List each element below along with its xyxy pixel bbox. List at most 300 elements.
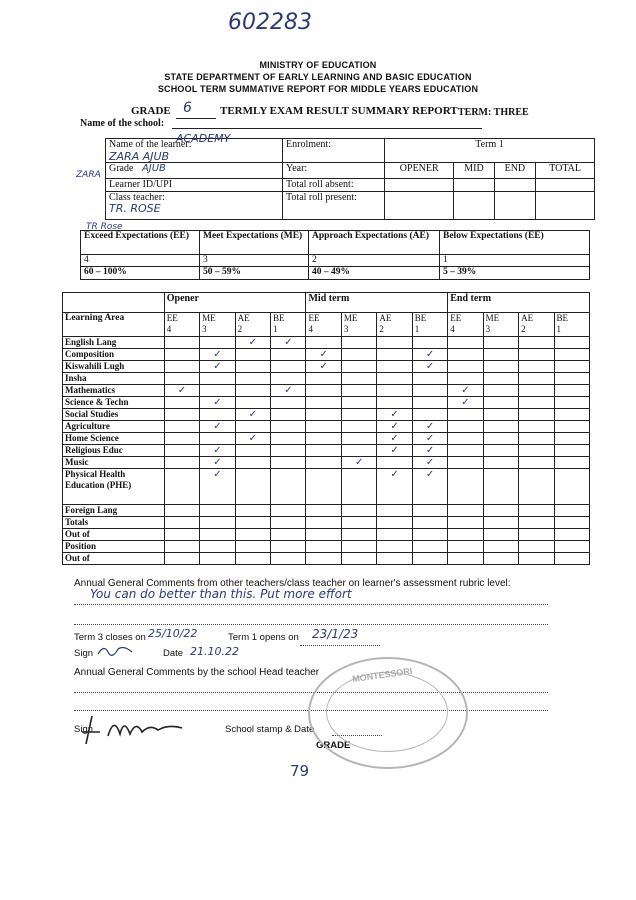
- scale-me-range: 50 – 59%: [200, 267, 309, 280]
- scale-ae-score: 2: [309, 255, 440, 267]
- grade-cell: [377, 385, 412, 397]
- level-code: BE: [414, 313, 427, 323]
- grade-value: 6: [183, 100, 192, 116]
- learning-area-name: English Lang: [65, 337, 117, 347]
- grade-cell: [271, 517, 306, 529]
- learning-area-cell: [63, 517, 165, 529]
- grade-cell: [235, 457, 270, 469]
- grade-cell: [306, 529, 341, 541]
- tick-cell: [271, 385, 306, 397]
- grade-cell: [235, 349, 270, 361]
- col-mid: MID: [464, 163, 484, 174]
- grade-cell: [483, 445, 518, 457]
- scale-ae-name: Approach Expectations (AE): [309, 231, 440, 255]
- grade-cell: [483, 337, 518, 349]
- grade-cell: [164, 457, 199, 469]
- tick-cell: [200, 421, 235, 433]
- table-row: [63, 457, 590, 469]
- grade-cell: [235, 505, 270, 517]
- grade-cell: [306, 433, 341, 445]
- level-header-0-1: [200, 313, 235, 337]
- grade-cell: [554, 529, 589, 541]
- scale-ee-range: 60 – 100%: [81, 267, 200, 280]
- col-end: END: [504, 163, 526, 174]
- grade-cell: [306, 541, 341, 553]
- grade-cell: [377, 397, 412, 409]
- grade-cell: [377, 541, 412, 553]
- grade-cell: [412, 397, 447, 409]
- term-label: TERM: THREE: [458, 107, 529, 118]
- learning-area-name: Science & Techn: [65, 397, 129, 407]
- learner-id-cell: [106, 179, 283, 192]
- scale-be-score: 1: [440, 255, 590, 267]
- learning-area-cell: [63, 445, 165, 457]
- grade-cell: [271, 505, 306, 517]
- head-sign-label: Sign: [74, 724, 94, 735]
- grade-cell: [200, 409, 235, 421]
- tick-cell: [412, 469, 447, 505]
- head-comments-label: Annual General Comments by the school Head teacher: [74, 667, 320, 678]
- grade-cell: [306, 421, 341, 433]
- level-number: 2: [237, 324, 243, 334]
- tick-cell: [200, 397, 235, 409]
- tick-icon: ✓: [354, 457, 364, 468]
- level-code: BE: [273, 313, 285, 323]
- grade-cell: [377, 361, 412, 373]
- grade-cell: [306, 505, 341, 517]
- learning-area-cell: [63, 361, 165, 373]
- learning-area-cell: [63, 421, 165, 433]
- tick-icon: ✓: [213, 469, 222, 480]
- learning-area-name: Insha: [65, 373, 87, 383]
- grade-cell: [412, 337, 447, 349]
- grade-cell: [377, 337, 412, 349]
- grade-cell: [164, 349, 199, 361]
- grade-cell: [306, 385, 341, 397]
- date-value: 21.10.22: [190, 645, 239, 658]
- class-teacher-cell: [106, 192, 283, 220]
- level-code: ME: [202, 313, 216, 323]
- table-row: [63, 385, 590, 397]
- header-ministry: MINISTRY OF EDUCATION: [259, 60, 377, 70]
- learning-area-name: Home Science: [65, 433, 119, 443]
- tick-cell: [200, 349, 235, 361]
- grade-label: GRADE: [131, 105, 171, 117]
- tick-cell: [377, 433, 412, 445]
- document-number: 602283: [228, 10, 312, 35]
- grade-cell: [164, 469, 199, 505]
- grade-cell: [164, 421, 199, 433]
- grade-cell: [519, 397, 554, 409]
- learning-area-name: Religious Educ: [65, 445, 123, 455]
- grade-cell: [483, 469, 518, 505]
- level-code: ME: [485, 313, 500, 323]
- area-header-blank: [63, 293, 165, 313]
- learner-info-table: [105, 132, 595, 220]
- grade-cell: [235, 373, 270, 385]
- level-header-2-3: [554, 313, 589, 337]
- grade-cell: [519, 517, 554, 529]
- level-number: 4: [308, 324, 313, 334]
- sign-label: Sign: [74, 648, 94, 659]
- grade-cell: [554, 517, 589, 529]
- level-number: 1: [414, 324, 420, 334]
- grade-cell: [306, 337, 341, 349]
- grade-cell: [235, 361, 270, 373]
- learning-area-name: Out of: [65, 553, 90, 563]
- grade-cell: [341, 553, 376, 565]
- class-teacher-label: Class teacher:: [109, 192, 165, 203]
- level-number: 1: [273, 324, 278, 334]
- class-teacher-signature: [96, 643, 136, 657]
- level-code: AE: [237, 313, 250, 323]
- tick-icon: ✓: [390, 421, 399, 432]
- grade-cell: [341, 541, 376, 553]
- level-code: ME: [343, 313, 358, 323]
- grade-cell: [448, 373, 483, 385]
- grade-cell: [448, 349, 483, 361]
- learning-area-header: [63, 313, 165, 337]
- learning-area-name: Kiswahili Lugh: [65, 361, 125, 371]
- tick-icon: ✓: [390, 409, 399, 420]
- grade-cell: [519, 505, 554, 517]
- tick-cell: [200, 457, 235, 469]
- grade-cell: [519, 457, 554, 469]
- grade-cell: [519, 421, 554, 433]
- table-row: [63, 397, 590, 409]
- grade-cell: [377, 505, 412, 517]
- grade-cell: [271, 373, 306, 385]
- learner-grade-cell: [106, 163, 283, 179]
- learning-area-cell: [63, 505, 165, 517]
- grade-cell: [448, 553, 483, 565]
- grade-cell: [164, 397, 199, 409]
- period-label-1: Mid term: [308, 293, 350, 304]
- tick-icon: ✓: [213, 349, 222, 360]
- stamp-text: MONTESSORI: [351, 665, 413, 685]
- grade-cell: [341, 421, 376, 433]
- grade-cell: [448, 337, 483, 349]
- grade-cell: [306, 517, 341, 529]
- table-row: [63, 337, 590, 349]
- tick-cell: [377, 445, 412, 457]
- grade-cell: [164, 445, 199, 457]
- learning-area-name: Social Studies: [65, 409, 119, 419]
- grade-cell: [412, 529, 447, 541]
- level-header-0-0: [164, 313, 199, 337]
- period-label-0: Opener: [166, 293, 199, 304]
- grade-cell: [271, 421, 306, 433]
- tick-icon: ✓: [461, 397, 470, 408]
- grade-cell: [235, 541, 270, 553]
- year-cell: [283, 163, 385, 179]
- grade-cell: [164, 337, 199, 349]
- grading-scale-table: [80, 230, 590, 280]
- grade-cell: [341, 469, 376, 505]
- grade-cell: [271, 397, 306, 409]
- table-row: [63, 517, 590, 529]
- term1-date-line: [300, 645, 380, 646]
- period-header-0: [164, 293, 306, 313]
- grade-cell: [448, 529, 483, 541]
- comment-line-1: [74, 604, 548, 605]
- school-label: Name of the school:: [80, 118, 165, 129]
- grade-cell: [235, 469, 270, 505]
- level-header-0-3: [271, 313, 306, 337]
- grade-cell: [377, 517, 412, 529]
- learning-area-cell: [63, 553, 165, 565]
- grade-cell: [200, 385, 235, 397]
- tick-icon: ✓: [213, 361, 222, 372]
- learning-area-cell: [63, 409, 165, 421]
- scale-be-name: Below Expectations (EE): [440, 231, 590, 255]
- grade-cell: [448, 469, 483, 505]
- tick-icon: ✓: [390, 469, 399, 480]
- school-stamp-inner: [326, 672, 448, 752]
- grade-cell: [341, 385, 376, 397]
- tick-icon: ✓: [248, 409, 258, 420]
- grade-cell: [483, 505, 518, 517]
- grade-cell: [519, 541, 554, 553]
- grade-cell: [235, 529, 270, 541]
- grade-cell: [483, 373, 518, 385]
- grade-cell: [341, 349, 376, 361]
- grade-cell: [341, 529, 376, 541]
- grade-cell: [412, 517, 447, 529]
- grade-cell: [412, 541, 447, 553]
- grade-cell: [412, 553, 447, 565]
- grade-cell: [306, 445, 341, 457]
- tick-cell: [306, 349, 341, 361]
- col-mid-cell: [454, 163, 494, 179]
- grade-cell: [164, 553, 199, 565]
- table-row: [63, 541, 590, 553]
- learning-area-cell: [63, 349, 165, 361]
- tick-icon: ✓: [213, 421, 222, 432]
- level-number: 4: [166, 324, 172, 334]
- grade-cell: [483, 361, 518, 373]
- tick-cell: [235, 337, 270, 349]
- grade-cell: [412, 409, 447, 421]
- grade-cell: [483, 421, 518, 433]
- grade-cell: [554, 373, 589, 385]
- grade-cell: [271, 457, 306, 469]
- table-row: [63, 529, 590, 541]
- level-code: AE: [521, 313, 534, 323]
- level-number: 3: [343, 324, 349, 334]
- teacher-comments-value: You can do better than this. Put more effort: [90, 587, 352, 601]
- tick-cell: [412, 457, 447, 469]
- grade-cell: [483, 541, 518, 553]
- tick-cell: [448, 397, 483, 409]
- grade-cell: [341, 505, 376, 517]
- table-row: [63, 361, 590, 373]
- tick-icon: ✓: [319, 361, 328, 372]
- grade-cell: [554, 505, 589, 517]
- tick-icon: ✓: [425, 445, 435, 456]
- learner-id-label: Learner ID/UPI: [109, 179, 173, 190]
- learning-area-cell: [63, 337, 165, 349]
- learner-grade-label: Grade: [109, 163, 134, 174]
- grade-cell: [519, 433, 554, 445]
- grade-cell: [200, 529, 235, 541]
- year-label: Year:: [286, 163, 308, 174]
- grade-cell: [554, 385, 589, 397]
- level-number: 3: [485, 324, 491, 334]
- learner-side-note: ZARA: [76, 170, 101, 180]
- term1-label: Term 1: [475, 139, 504, 150]
- learning-area-name: Totals: [65, 517, 89, 527]
- scale-ee-score: 4: [81, 255, 200, 267]
- absent-label: Total roll absent:: [286, 179, 354, 190]
- level-header-1-3: [412, 313, 447, 337]
- level-header-2-0: [448, 313, 483, 337]
- level-code: BE: [556, 313, 569, 323]
- grade-cell: [554, 397, 589, 409]
- learning-area-name: Music: [65, 457, 89, 467]
- tick-cell: [412, 445, 447, 457]
- class-teacher-value: TR. ROSE: [109, 202, 161, 215]
- grade-cell: [483, 409, 518, 421]
- col-opener: OPENER: [399, 163, 439, 174]
- table-row: [63, 553, 590, 565]
- tick-icon: ✓: [425, 349, 435, 360]
- level-header-2-1: [483, 313, 518, 337]
- grade-cell: [235, 445, 270, 457]
- grade-cell: [271, 529, 306, 541]
- grade-cell: [200, 373, 235, 385]
- enrolment-cell: [283, 139, 385, 163]
- level-code: EE: [166, 313, 178, 323]
- level-number: 2: [379, 324, 384, 334]
- table-row: [63, 445, 590, 457]
- grade-cell: [341, 361, 376, 373]
- grade-cell: [519, 553, 554, 565]
- tick-cell: [164, 385, 199, 397]
- grade-cell: [341, 409, 376, 421]
- header-department: STATE DEPARTMENT OF EARLY LEARNING AND BASIC EDUCATION: [164, 72, 472, 82]
- term1-opens-value: 23/1/23: [312, 627, 359, 641]
- grade-cell: [271, 541, 306, 553]
- tick-cell: [377, 421, 412, 433]
- grade-cell: [483, 457, 518, 469]
- grade-cell: [554, 361, 589, 373]
- grade-cell: [235, 385, 270, 397]
- grade-underline: [176, 118, 216, 119]
- level-number: 2: [521, 324, 526, 334]
- grade-cell: [519, 409, 554, 421]
- grade-cell: [554, 337, 589, 349]
- tick-icon: ✓: [177, 385, 187, 396]
- grade-cell: [519, 337, 554, 349]
- tick-cell: [200, 445, 235, 457]
- grade-cell: [271, 361, 306, 373]
- grade-cell: [519, 373, 554, 385]
- tick-icon: ✓: [425, 469, 435, 480]
- learning-area-name: Mathematics: [65, 385, 115, 395]
- school-stamp-label: School stamp & Date: [225, 724, 315, 735]
- grade-cell: [554, 553, 589, 565]
- head-line-1: [74, 692, 548, 693]
- tick-cell: [341, 457, 376, 469]
- tick-cell: [448, 385, 483, 397]
- learning-area-cell: [63, 397, 165, 409]
- term1-opens-label: Term 1 opens on: [228, 632, 299, 643]
- grade-cell: [200, 505, 235, 517]
- term3-closes-label: Term 3 closes on: [74, 632, 146, 643]
- grade-cell: [448, 457, 483, 469]
- table-row: [63, 421, 590, 433]
- report-title: TERMLY EXAM RESULT SUMMARY REPORT: [220, 105, 458, 117]
- learning-area-cell: [63, 385, 165, 397]
- learning-area-cell: [63, 433, 165, 445]
- grade-cell: [164, 373, 199, 385]
- table-row: [63, 409, 590, 421]
- grade-cell: [341, 517, 376, 529]
- grade-cell: [377, 529, 412, 541]
- tick-cell: [200, 469, 235, 505]
- learning-area-name: Composition: [65, 349, 115, 359]
- absent-cell: [283, 179, 385, 192]
- tick-icon: ✓: [425, 361, 435, 372]
- tick-icon: ✓: [213, 397, 222, 408]
- tick-cell: [412, 421, 447, 433]
- grade-cell: [412, 385, 447, 397]
- grade-cell: [271, 445, 306, 457]
- tick-cell: [271, 337, 306, 349]
- tick-icon: ✓: [213, 457, 222, 468]
- learner-name-value: ZARA AJUB: [109, 150, 170, 163]
- scale-be-range: 5 – 39%: [440, 267, 590, 280]
- scale-ae-range: 40 – 49%: [309, 267, 440, 280]
- grade-cell: [448, 517, 483, 529]
- grade-cell: [200, 337, 235, 349]
- grade-cell: [306, 409, 341, 421]
- level-header-1-2: [377, 313, 412, 337]
- grade-cell: [306, 397, 341, 409]
- grade-footer-label: GRADE: [316, 740, 351, 751]
- grade-cell: [483, 397, 518, 409]
- tick-cell: [235, 409, 270, 421]
- grade-cell: [448, 541, 483, 553]
- scale-me-score: 3: [200, 255, 309, 267]
- grade-cell: [377, 373, 412, 385]
- level-number: 3: [202, 324, 207, 334]
- grade-cell: [271, 409, 306, 421]
- grade-cell: [164, 361, 199, 373]
- grade-cell: [164, 433, 199, 445]
- grade-cell: [448, 409, 483, 421]
- grade-cell: [200, 433, 235, 445]
- grade-cell: [306, 373, 341, 385]
- grade-cell: [519, 361, 554, 373]
- header-report-type: SCHOOL TERM SUMMATIVE REPORT FOR MIDDLE YEARS EDUCATION: [157, 84, 479, 94]
- enrolment-label: Enrolment:: [286, 139, 331, 150]
- learner-grade-value: AJUB: [141, 163, 166, 174]
- period-header-1: [306, 293, 448, 313]
- grade-cell: [306, 457, 341, 469]
- tick-cell: [412, 433, 447, 445]
- learning-area-cell: [63, 457, 165, 469]
- grade-cell: [341, 445, 376, 457]
- grade-cell: [164, 541, 199, 553]
- level-number: 1: [556, 324, 562, 334]
- grade-cell: [235, 397, 270, 409]
- tick-icon: ✓: [248, 433, 258, 444]
- learning-area-name: Agriculture: [65, 421, 110, 431]
- grade-cell: [519, 445, 554, 457]
- learning-area-name: Position: [65, 541, 97, 551]
